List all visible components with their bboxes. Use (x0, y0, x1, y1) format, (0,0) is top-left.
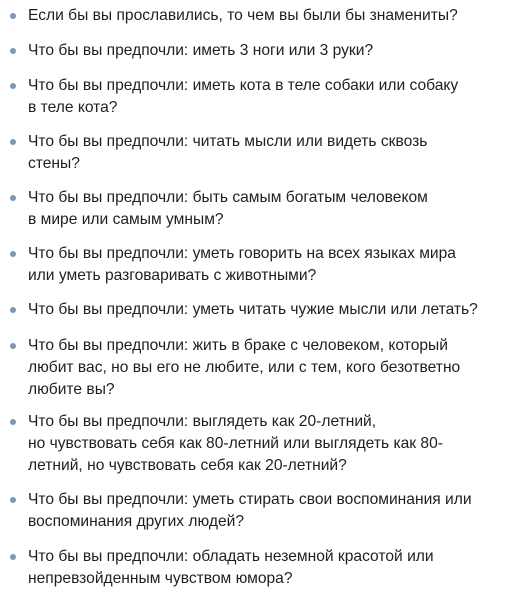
bullet-icon (10, 251, 16, 257)
question-line: Что бы вы предпочли: быть самым богатым человеком (28, 189, 428, 206)
question-line: стены? (28, 155, 80, 172)
bullet-icon (10, 307, 16, 313)
bullet-icon (10, 48, 16, 54)
question-text (28, 243, 526, 287)
question-line: Что бы вы предпочли: обладать неземной красотой или (28, 548, 434, 565)
question-line: Если бы вы прославились, то чем вы были бы знамениты? (28, 7, 458, 24)
question-line: любите вы? (28, 381, 115, 398)
bullet-icon (10, 83, 16, 89)
bullet-icon (10, 343, 16, 349)
question-line: летний, но чувствовать себя как 20-летний? (28, 457, 347, 474)
question-text (28, 131, 526, 175)
question-line: но чувствовать себя как 80-летний или выглядеть как 80- (28, 435, 443, 452)
question-line: Что бы вы предпочли: выглядеть как 20-летний, (28, 413, 377, 430)
bullet-icon (10, 195, 16, 201)
question-text (28, 5, 526, 27)
question-line: Что бы вы предпочли: уметь читать чужие мысли или летать? (28, 301, 478, 318)
question-line: любит вас, но вы его не любите, или с тем, кого безответно (28, 359, 461, 376)
question-line: воспоминания других людей? (28, 513, 245, 530)
question-line: Что бы вы предпочли: читать мысли или видеть сквозь (28, 133, 428, 150)
question-text (28, 187, 526, 231)
bullet-icon (10, 419, 16, 425)
bullet-icon (10, 139, 16, 145)
question-line: Что бы вы предпочли: уметь говорить на всех языках мира (28, 245, 456, 262)
question-line: в теле кота? (28, 99, 118, 116)
question-text (28, 75, 526, 119)
question-line: Что бы вы предпочли: иметь 3 ноги или 3 руки? (28, 42, 374, 59)
question-line: Что бы вы предпочли: иметь кота в теле собаки или собаку (28, 77, 459, 94)
question-line: в мире или самым умным? (28, 211, 224, 228)
question-line: непревзойденным чувством юмора? (28, 570, 293, 587)
question-text (28, 335, 526, 401)
question-text (28, 299, 526, 321)
bullet-icon (10, 554, 16, 560)
question-text (28, 489, 526, 533)
question-text (28, 40, 526, 62)
bullet-icon (10, 497, 16, 503)
question-text (28, 546, 526, 590)
question-line: или уметь разговаривать с животными? (28, 267, 317, 284)
question-text (28, 411, 526, 477)
bullet-icon (10, 13, 16, 19)
question-line: Что бы вы предпочли: уметь стирать свои воспоминания или (28, 491, 472, 508)
question-line: Что бы вы предпочли: жить в браке с человеком, который (28, 337, 448, 354)
